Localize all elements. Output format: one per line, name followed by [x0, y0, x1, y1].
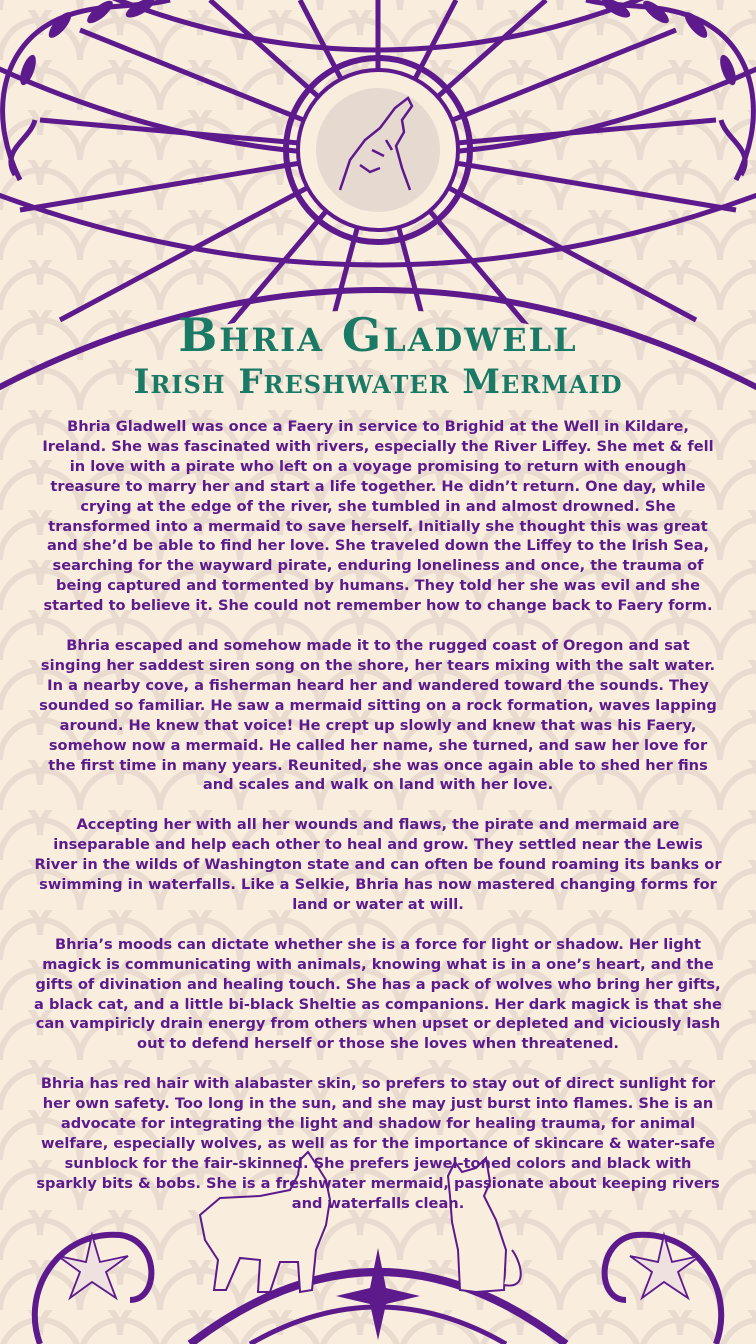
- page-title: Bhria Gladwell: [178, 308, 578, 362]
- title-block: [0, 308, 756, 402]
- story-paragraph: Bhria escaped and somehow made it to the rugged coast of Oregon and sat singing her saddest siren song on the shore, her tears mixing with the salt water. In a nearby cove, a fisherman heard her and wandered toward the sounds. They sounded so familiar. He saw a mermaid sitting on a rock formation, waves lapping around. He knew that voice! He crept up slowly and knew that was his Faery, somehow now a mermaid. He called her name, she turned, and saw her love for the first time in many years. Reunited, she was once again able to shed her fins and scales and walk on land with her love.: [39, 637, 717, 794]
- story-paragraph: Bhria’s moods can dictate whether she is a force for light or shadow. Her light magick is communicating with animals, knowing what is in a one’s heart, and the gifts of divination and healing touch. She has a pack of wolves who bring her gifts, a black cat, and a little bi-black Sheltie as companions. Her dark magick is that she can vampiricly drain energy from others when upset or depleted and viciously lash out to defend herself or those she loves when threatened.: [34, 935, 722, 1053]
- story-paragraph: Bhria Gladwell was once a Faery in service to Brighid at the Well in Kildare, Ireland. She was fascinated with rivers, especially the River Liffey. She met & fell in love with a pirate who left on a voyage promising to return with enough treasure to marry her and start a life together. He didn’t return. One day, while crying at the edge of the river, she tumbled in and almost drowned. She transformed into a mermaid to save herself. Initially she thought this was great and she’d be able to find her love. She traveled down the Liffey to the Irish Sea, searching for the wayward pirate, enduring loneliness and once, the trauma of being captured and tormented by humans. They told her she was evil and she started to believe it. She could not remember how to change back to Faery form.: [42, 418, 714, 615]
- story-text: [34, 417, 722, 1234]
- page-subtitle: Irish Freshwater Mermaid: [133, 362, 623, 402]
- story-paragraph: Bhria has red hair with alabaster skin, so prefers to stay out of direct sunlight for her own safety. Too long in the sun, and she may just burst into flames. She is an advocate for integrating the light and shadow for healing trauma, for animal welfare, especially wolves, as well as for the importance of skincare & water-safe sunblock for the fair-skinned. She prefers jewel-toned colors and black with sparkly bits & bobs. She is a freshwater mermaid, passionate about keeping rivers and waterfalls clean.: [36, 1075, 720, 1212]
- story-paragraph: Accepting her with all her wounds and flaws, the pirate and mermaid are inseparable and help each other to heal and grow. They settled near the Lewis River in the wilds of Washington state and can often be found roaming its banks or swimming in waterfalls. Like a Selkie, Bhria has now mastered changing forms for land or water at will.: [34, 816, 722, 913]
